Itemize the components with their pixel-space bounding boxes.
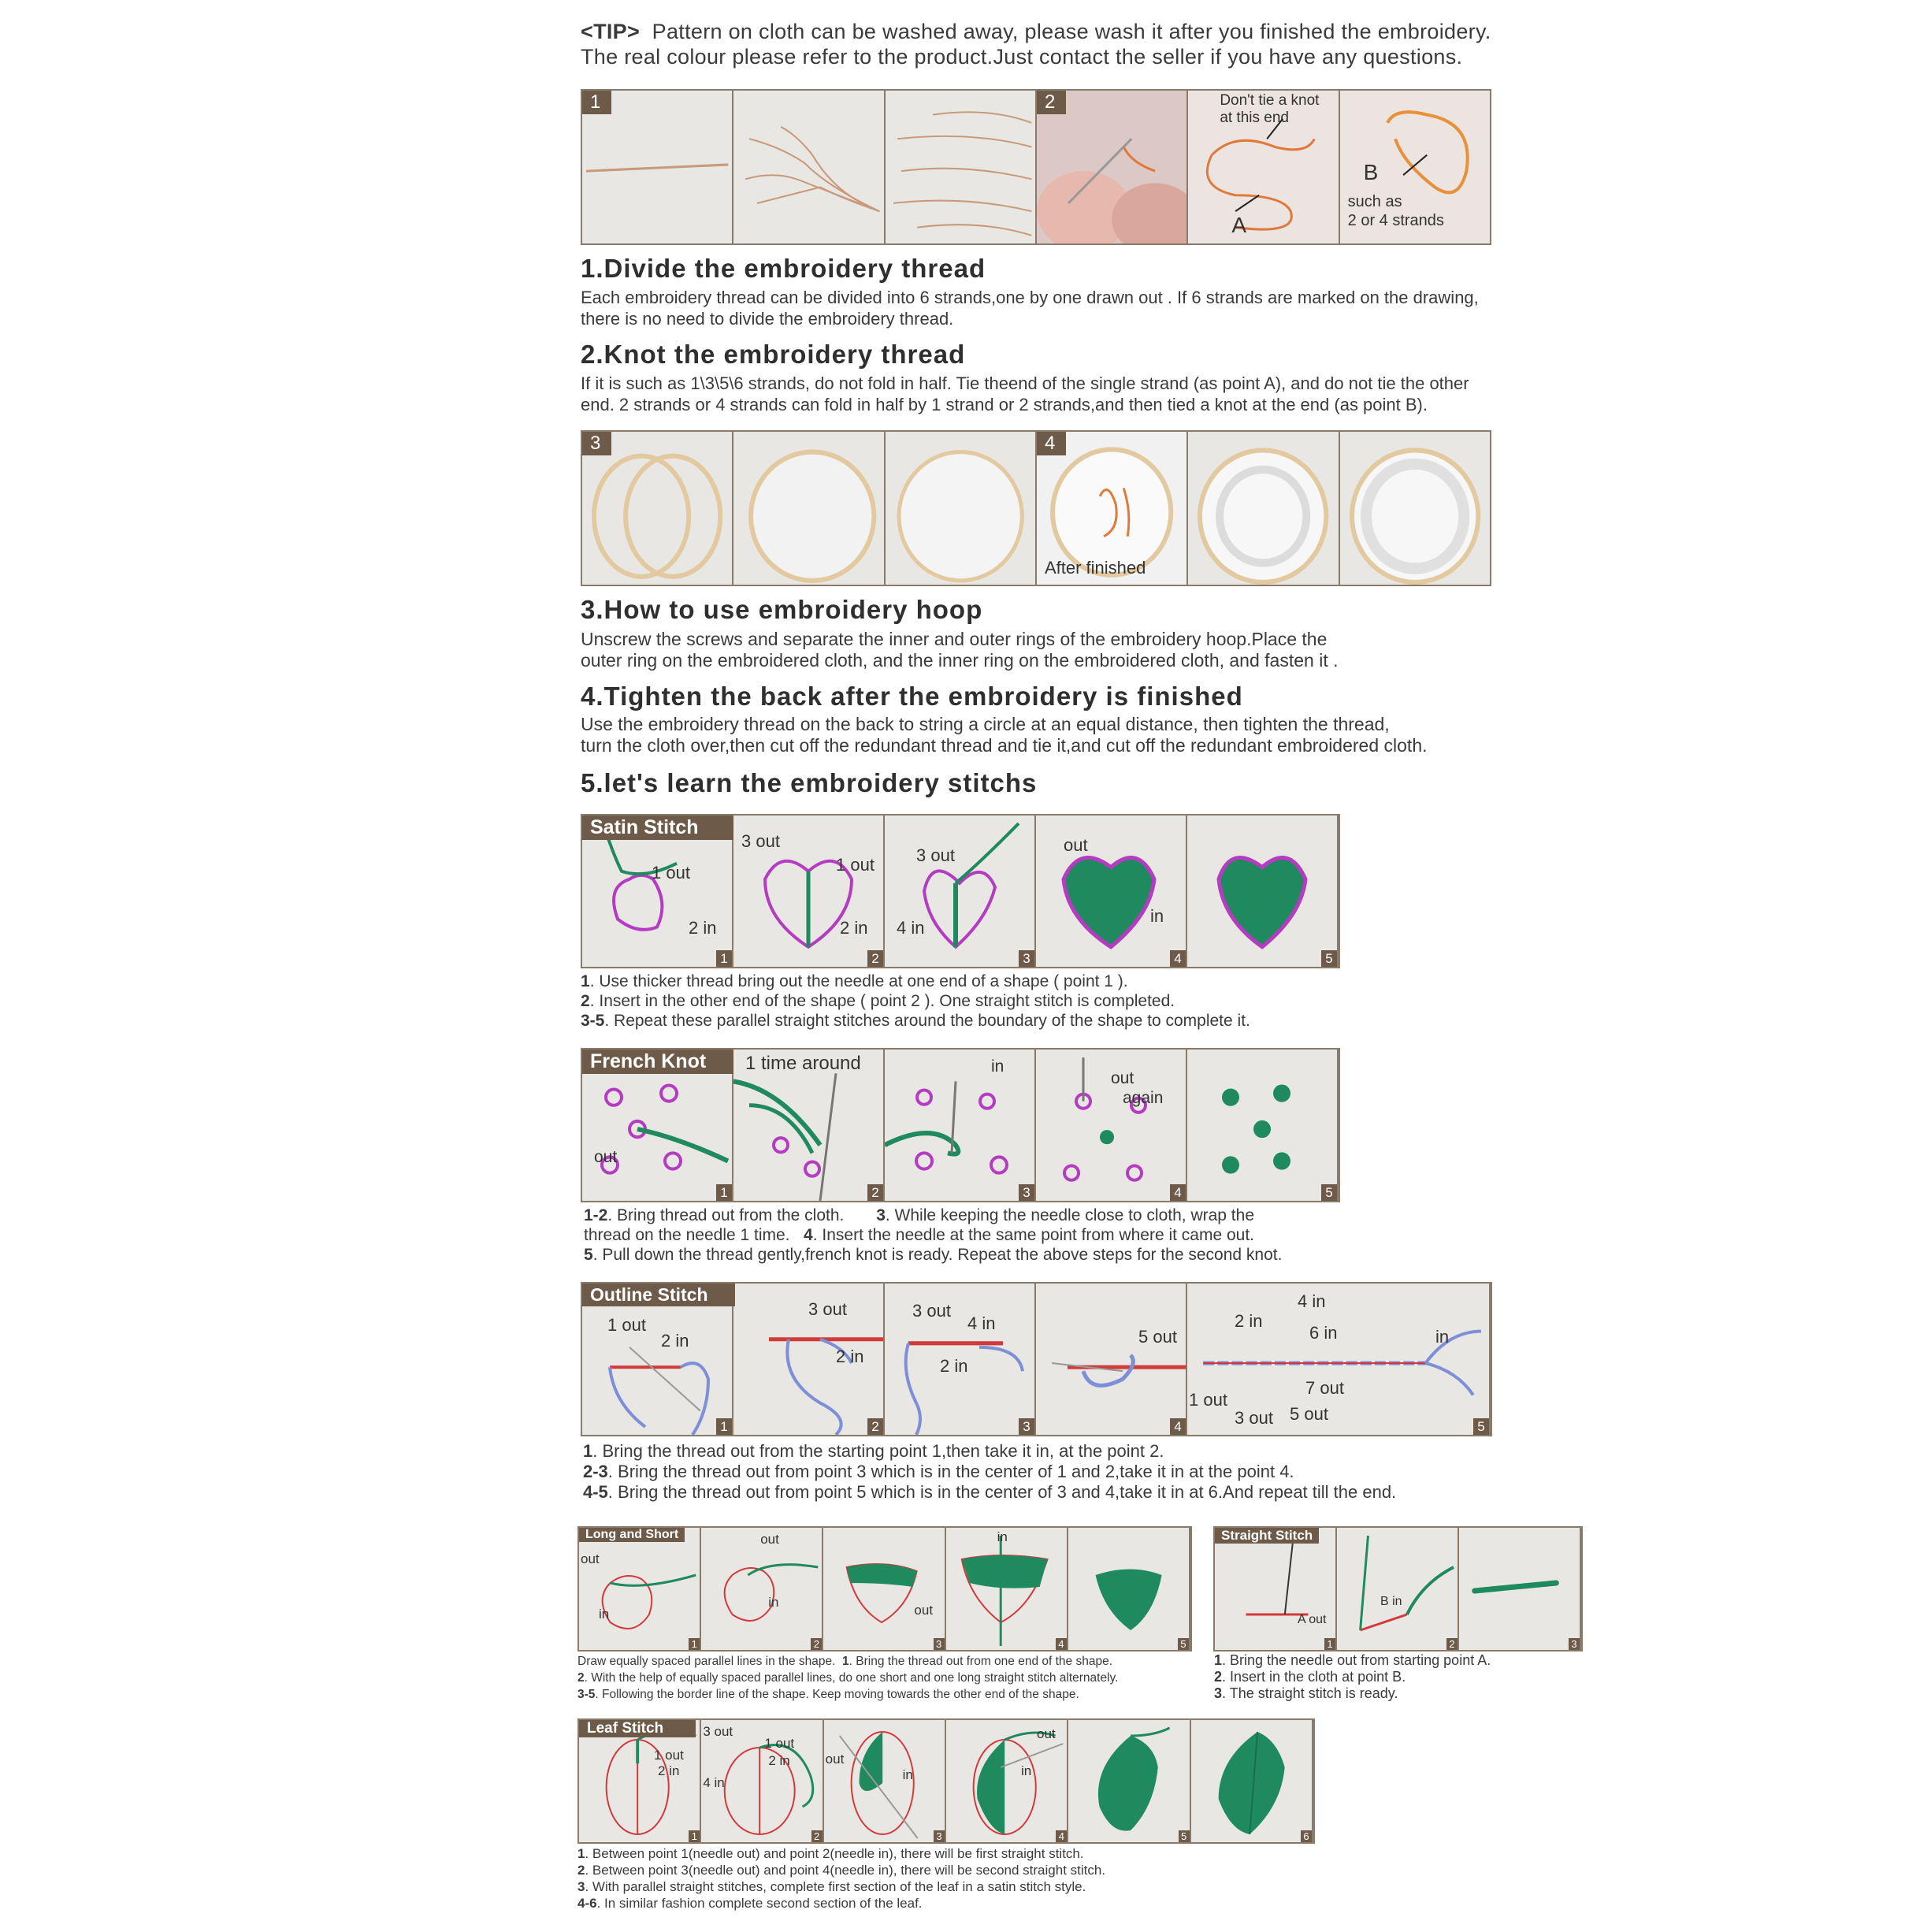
longshort-num-text: 2 — [577, 1671, 585, 1685]
french-num: 3 — [1019, 1184, 1034, 1201]
section-2-line-2: end. 2 strands or 4 strands can fold in half by 1 strand or 2 strands,and then tied a knot at the end (as point B). — [581, 395, 1428, 414]
french-step-5 — [1187, 1050, 1339, 1201]
label-dont-tie: Don't tie a knot — [1220, 92, 1320, 109]
section-5-title: 5.let's learn the embroidery stitchs — [581, 768, 1038, 797]
leaf-label: out — [1036, 1726, 1056, 1741]
satin-step-text: . Insert in the other end of the shape ( point 2 ). One straight stitch is completed. — [589, 992, 1175, 1010]
outline-num: 3 — [1019, 1418, 1034, 1435]
satin-label: 1 out — [652, 863, 690, 882]
satin-num: 5 — [1321, 950, 1337, 967]
outline-step-num: 2-3 — [583, 1462, 608, 1481]
tip-note — [581, 19, 1597, 69]
leaf-label: 3 out — [703, 1724, 733, 1739]
photo-separated-strands — [886, 91, 1037, 243]
leaf-step-3 — [824, 1720, 946, 1842]
leaf-text: . Between point 3(needle out) and point 4(needle in), there will be second straight stitch. — [585, 1863, 1106, 1878]
satin-step-5 — [1187, 816, 1339, 967]
outline-step-5 — [1187, 1284, 1491, 1435]
straight-stitch-tag: Straight Stitch — [1215, 1528, 1319, 1544]
french-step-2 — [733, 1050, 885, 1201]
leaf-step-6 — [1191, 1720, 1313, 1842]
longshort-text: . Bring the thread out from one end of the shape. — [849, 1655, 1113, 1668]
step-badge-3: 3 — [582, 432, 611, 455]
outline-label: 2 in — [940, 1356, 968, 1376]
photo-strip-leaf — [577, 1718, 1315, 1844]
leaf-step-1 — [579, 1720, 701, 1842]
outline-instructions — [583, 1441, 1396, 1503]
outline-stitch-tag: Outline Stitch — [582, 1284, 735, 1306]
outline-label: 3 out — [912, 1301, 951, 1321]
leaf-num: 6 — [1301, 1830, 1312, 1842]
french-instructions — [584, 1206, 1282, 1265]
french-step-text: . While keeping the needle close to cloth, wrap the — [885, 1206, 1255, 1224]
longshort-step-3 — [823, 1528, 945, 1650]
leaf-num-text: 1 — [577, 1846, 585, 1861]
satin-step-num: 3-5 — [581, 1012, 605, 1030]
french-step-4 — [1036, 1050, 1187, 1201]
section-3-title: 3.How to use embroidery hoop — [581, 595, 983, 624]
outline-label: 5 out — [1138, 1327, 1177, 1347]
satin-step-text: . Repeat these parallel straight stitches around the boundary of the shape to complete it. — [604, 1012, 1250, 1030]
straight-step-1 — [1215, 1528, 1337, 1650]
satin-step-4 — [1036, 816, 1187, 967]
section-4-line-2: turn the cloth over,then cut off the redundant thread and tie it,and cut off the redundant embroidered cloth. — [581, 735, 1428, 756]
straight-instructions — [1214, 1652, 1491, 1702]
leaf-num: 3 — [934, 1830, 945, 1842]
leaf-step-2 — [701, 1720, 823, 1842]
leaf-step-4 — [946, 1720, 1068, 1842]
french-step-text: . Pull down the thread gently,french knot is ready. Repeat the above steps for the second knot. — [592, 1246, 1283, 1264]
section-2-line-1: If it is such as 1\3\5\6 strands, do not fold in half. Tie theend of the single strand (as point A), and do not tie the other — [581, 373, 1469, 393]
straight-step-3 — [1459, 1528, 1581, 1650]
step-badge-4: 4 — [1037, 432, 1066, 455]
outline-num: 2 — [867, 1418, 883, 1435]
leaf-num-text: 2 — [577, 1863, 585, 1878]
satin-label: 1 out — [836, 855, 875, 875]
long-short-tag: Long and Short — [579, 1528, 685, 1542]
section-4-text — [581, 714, 1605, 756]
leaf-text: . Between point 1(needle out) and point 2(needle in), there will be first straight stitch. — [585, 1846, 1084, 1861]
longshort-num-text: 1 — [842, 1655, 849, 1668]
leaf-num-text: 4-6 — [577, 1896, 597, 1911]
label-after-finished: After finished — [1044, 558, 1146, 578]
section-2-title: 2.Knot the embroidery thread — [581, 340, 966, 369]
section-1-line-2: there is no need to divide the embroidery thread. — [581, 309, 954, 329]
french-label: in — [991, 1057, 1004, 1076]
french-step-num: 5 — [584, 1246, 593, 1264]
leaf-label: 2 in — [658, 1763, 680, 1778]
photo-strip-french-knot — [581, 1048, 1340, 1202]
outline-label: 7 out — [1305, 1378, 1344, 1398]
satin-label: 2 in — [689, 918, 717, 938]
satin-label: out — [1064, 835, 1088, 855]
leaf-num: 1 — [689, 1830, 700, 1842]
longshort-step-1 — [579, 1528, 701, 1650]
label-such-as: such as — [1347, 193, 1402, 210]
longshort-text: . Following the border line of the shape. Keep moving towards the other end of the shape. — [595, 1688, 1079, 1701]
photo-ring-on-cloth — [733, 432, 885, 585]
longshort-text: Draw equally spaced parallel lines in the shape. — [577, 1655, 836, 1668]
satin-num: 2 — [867, 950, 883, 967]
tip-line-1: Pattern on cloth can be washed away, please wash it after you finished the embroidery. — [652, 20, 1491, 43]
french-label: out — [594, 1148, 618, 1166]
outline-label: 2 in — [1235, 1311, 1263, 1331]
longshort-num: 3 — [934, 1638, 945, 1650]
french-knot-tag: French Knot — [582, 1050, 733, 1074]
straight-num-text: 3 — [1214, 1685, 1223, 1701]
outline-step-text: . Bring the thread out from point 5 which is in the center of 3 and 4,take it in at 6.And repeat till the end. — [607, 1482, 1397, 1502]
outline-label: 3 out — [808, 1299, 847, 1319]
outline-label: 2 in — [661, 1331, 689, 1351]
french-num: 1 — [716, 1184, 732, 1201]
leaf-text: . With parallel straight stitches, complete first section of the leaf in a satin stitch style. — [585, 1879, 1086, 1894]
longshort-instructions — [577, 1653, 1118, 1703]
photo-strip-hoop — [581, 430, 1491, 586]
photo-two-rings — [582, 432, 733, 585]
satin-label: 4 in — [897, 918, 925, 938]
outline-step-num: 1 — [583, 1441, 593, 1461]
section-1-line-1: Each embroidery thread can be divided into 6 strands,one by one drawn out . If 6 strands are marked on the drawing, — [581, 288, 1479, 307]
leaf-stitch-tag: Leaf Stitch — [579, 1720, 696, 1737]
satin-num: 3 — [1019, 950, 1034, 967]
photo-after-finished — [1037, 432, 1188, 585]
french-step-text: . Bring thread out from the cloth. — [607, 1206, 845, 1224]
leaf-label: 2 in — [768, 1753, 790, 1768]
leaf-step-5 — [1068, 1720, 1190, 1842]
outline-label: 5 out — [1290, 1404, 1328, 1424]
straight-num: 1 — [1324, 1638, 1335, 1650]
straight-num-text: 2 — [1214, 1669, 1223, 1685]
section-3-line-1: Unscrew the screws and separate the inner and outer rings of the embroidery hoop.Place the — [581, 629, 1328, 649]
leaf-label: out — [825, 1752, 845, 1767]
satin-instructions — [581, 972, 1250, 1031]
longshort-num-text: 3-5 — [577, 1688, 596, 1701]
leaf-label: 1 out — [654, 1748, 684, 1763]
outline-num: 5 — [1473, 1418, 1489, 1435]
leaf-label: in — [1020, 1763, 1032, 1778]
photo-threading-needle — [1037, 91, 1188, 243]
outline-label: 6 in — [1309, 1323, 1338, 1343]
section-3-line-2: outer ring on the embroidered cloth, and the inner ring on the embroidered cloth, and fasten it . — [581, 650, 1339, 671]
straight-label: B in — [1380, 1595, 1402, 1608]
longshort-step-5 — [1068, 1528, 1190, 1650]
tip-line-2: The real colour please refer to the product.Just contact the seller if you have any questions. — [581, 45, 1463, 69]
longshort-label: out — [914, 1603, 934, 1618]
label-point-a: A — [1231, 213, 1246, 237]
satin-label: 3 out — [741, 831, 780, 851]
outline-step-text: . Bring the thread out from point 3 which is in the center of 1 and 2,take it in at the point 4. — [607, 1462, 1294, 1481]
satin-step-2 — [733, 816, 885, 967]
photo-strip-thread — [581, 89, 1491, 245]
label-point-b: B — [1363, 160, 1379, 184]
section-4-title: 4.Tighten the back after the embroidery is finished — [581, 682, 1243, 711]
outline-label: 2 in — [836, 1347, 864, 1366]
satin-step-text: . Use thicker thread bring out the needle at one end of a shape ( point 1 ). — [589, 972, 1128, 990]
leaf-num: 2 — [811, 1830, 823, 1842]
outline-label: in — [1435, 1327, 1450, 1347]
satin-step-3 — [885, 816, 1036, 967]
leaf-label: 4 in — [703, 1775, 725, 1790]
leaf-num-text: 3 — [577, 1879, 585, 1894]
outline-label: 4 in — [1298, 1291, 1326, 1311]
french-step-num: 3 — [876, 1206, 886, 1224]
photo-split-thread — [733, 91, 885, 243]
outline-label: 1 out — [1189, 1390, 1227, 1410]
tip-label: <TIP> — [581, 20, 641, 43]
french-num: 4 — [1170, 1184, 1186, 1201]
leaf-label: 1 out — [764, 1736, 795, 1751]
outline-step-num: 4-5 — [583, 1482, 608, 1502]
satin-num: 4 — [1170, 950, 1186, 967]
outline-step-4 — [1036, 1284, 1187, 1435]
satin-step-num: 2 — [581, 992, 590, 1010]
satin-label: 3 out — [916, 845, 955, 865]
straight-step-2 — [1337, 1528, 1459, 1650]
leaf-num: 4 — [1056, 1830, 1067, 1842]
straight-text: . Bring the needle out from starting point A. — [1222, 1652, 1491, 1668]
longshort-num: 5 — [1178, 1638, 1189, 1650]
outline-step-2 — [733, 1284, 885, 1435]
outline-step-3 — [885, 1284, 1036, 1435]
french-num: 5 — [1321, 1184, 1337, 1201]
satin-stitch-tag: Satin Stitch — [582, 816, 733, 840]
photo-back-gathered — [1188, 432, 1339, 585]
photo-back-trimmed — [1340, 432, 1490, 585]
label-strands: 2 or 4 strands — [1347, 212, 1444, 229]
photo-knot-point-b — [1340, 91, 1490, 243]
photo-single-thread — [582, 91, 733, 243]
longshort-label: out — [581, 1551, 600, 1566]
section-1-title: 1.Divide the embroidery thread — [581, 254, 986, 283]
longshort-label: in — [997, 1529, 1008, 1544]
french-step-num: 1-2 — [584, 1206, 608, 1224]
longshort-step-4 — [946, 1528, 1068, 1650]
step-badge-1: 1 — [582, 91, 611, 114]
satin-label: 2 in — [840, 918, 868, 938]
satin-step-num: 1 — [581, 972, 590, 990]
longshort-step-2 — [701, 1528, 823, 1650]
section-1-text — [581, 287, 1605, 329]
french-step-3 — [885, 1050, 1036, 1201]
french-label: 1 time around — [745, 1053, 861, 1074]
leaf-text: . In similar fashion complete second section of the leaf. — [596, 1896, 923, 1911]
satin-num: 1 — [716, 950, 732, 967]
photo-hoop-fastened — [886, 432, 1037, 585]
leaf-num: 5 — [1179, 1830, 1190, 1842]
longshort-label: out — [760, 1532, 779, 1547]
french-label: out — [1111, 1069, 1134, 1087]
longshort-label: in — [768, 1595, 779, 1610]
straight-num-text: 1 — [1214, 1652, 1223, 1668]
longshort-num: 2 — [811, 1638, 822, 1650]
leaf-instructions — [577, 1845, 1105, 1912]
longshort-label: in — [599, 1607, 610, 1622]
longshort-num: 1 — [689, 1638, 700, 1650]
french-step-num: 4 — [804, 1226, 813, 1244]
french-step-text: . Insert the needle at the same point from where it came out. — [812, 1226, 1255, 1244]
french-step-text: thread on the needle 1 time. — [584, 1226, 790, 1244]
section-2-text — [581, 373, 1621, 415]
step-badge-2: 2 — [1037, 91, 1066, 114]
straight-text: . The straight stitch is ready. — [1222, 1685, 1398, 1701]
outline-label: 3 out — [1235, 1408, 1273, 1428]
straight-num: 3 — [1569, 1638, 1580, 1650]
leaf-label: in — [902, 1767, 913, 1782]
outline-num: 1 — [716, 1418, 732, 1435]
french-num: 2 — [867, 1184, 883, 1201]
straight-num: 2 — [1446, 1638, 1458, 1650]
outline-step-text: . Bring the thread out from the starting point 1,then take it in, at the point 2. — [592, 1441, 1164, 1461]
section-3-text — [581, 629, 1605, 671]
photo-strip-outline — [581, 1282, 1492, 1436]
section-4-line-1: Use the embroidery thread on the back to string a circle at an equal distance, then tighten the thread, — [581, 714, 1390, 734]
longshort-num: 4 — [1056, 1638, 1067, 1650]
straight-text: . Insert in the cloth at point B. — [1222, 1669, 1406, 1685]
photo-strip-satin — [581, 814, 1340, 968]
photo-strip-long-short — [577, 1526, 1192, 1651]
photo-strip-straight — [1213, 1526, 1583, 1651]
label-at-this-end: at this end — [1220, 110, 1289, 126]
photo-knot-point-a — [1188, 91, 1339, 243]
satin-label: in — [1150, 906, 1164, 926]
outline-label: 1 out — [607, 1315, 646, 1335]
straight-label: A out — [1298, 1613, 1327, 1626]
french-label: again — [1123, 1089, 1164, 1107]
outline-label: 4 in — [967, 1313, 996, 1333]
outline-num: 4 — [1170, 1418, 1186, 1435]
longshort-text: . With the help of equally spaced parallel lines, do one short and one long straight stitch alternately. — [584, 1671, 1119, 1685]
